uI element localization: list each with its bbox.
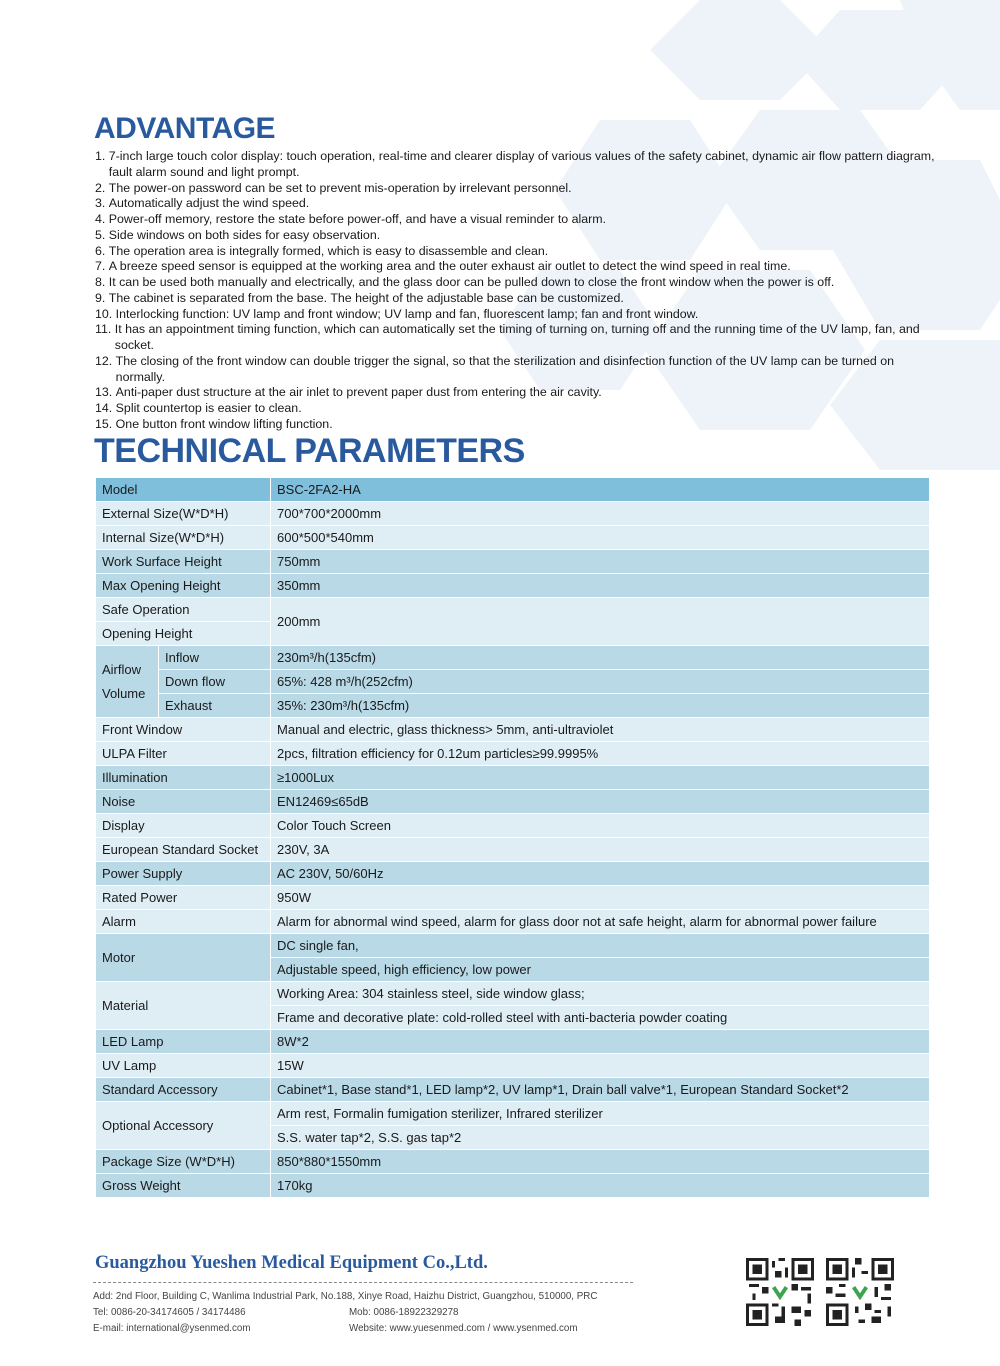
param-label: UV Lamp [96,1054,271,1078]
param-label: European Standard Socket [96,838,271,862]
list-item [95,228,935,244]
param-value: 15W [271,1054,930,1078]
param-label: Volume [102,685,146,701]
table-row [96,910,930,934]
list-item-text: Side windows on both sides for easy observation. [108,227,381,242]
list-item [95,212,935,228]
table-row [96,1030,930,1054]
param-value: S.S. water tap*2, S.S. gas tap*2 [271,1126,930,1150]
param-value: 700*700*2000mm [271,502,930,526]
table-row [96,766,930,790]
technical-parameters-table [95,477,930,1198]
param-label: Material [96,982,271,1030]
param-value: 950W [271,886,930,910]
param-label: LED Lamp [96,1030,271,1054]
param-value: Frame and decorative plate: cold-rolled steel with anti-bacteria powder coating [271,1006,930,1030]
footer-divider [93,1282,633,1283]
list-item-number: 13. [95,385,116,400]
param-value: ≥1000Lux [271,766,930,790]
technical-parameters-heading: TECHNICAL PARAMETERS [94,432,525,470]
list-item-number: 4. [95,212,109,226]
param-value: Manual and electric, glass thickness> 5mm, anti-ultraviolet [271,718,930,742]
list-item [95,307,935,323]
qr-code-icon [826,1258,894,1326]
table-row [96,502,930,526]
param-value: 200mm [271,598,930,646]
param-value: BSC-2FA2-HA [271,478,930,502]
table-row [96,1174,930,1198]
param-label: Internal Size(W*D*H) [96,526,271,550]
list-item [95,244,935,260]
param-value: Adjustable speed, high efficiency, low power [271,958,930,982]
list-item-number: 8. [95,275,109,289]
list-item [95,322,935,354]
list-item-text: The operation area is integrally formed, which is easy to disassemble and clean. [108,243,549,258]
param-label: Gross Weight [96,1174,271,1198]
table-row [96,526,930,550]
list-item-number: 14. [95,401,116,415]
param-label: Power Supply [96,862,271,886]
advantage-list [95,149,935,433]
table-row [96,838,930,862]
company-website: Website: www.yuesenmed.com / www.ysenmed.com [349,1323,578,1334]
table-row [96,646,930,670]
param-label: Airflow [102,661,142,677]
list-item [95,354,935,386]
param-label: External Size(W*D*H) [96,502,271,526]
param-value: Arm rest, Formalin fumigation sterilizer, Infrared sterilizer [271,1102,930,1126]
table-row [96,478,930,502]
param-value: Working Area: 304 stainless steel, side window glass; [271,982,930,1006]
list-item-text: It has an appointment timing function, which can automatically set the timing of turning on, turning off and the running time of the UV lamp, fan, and socket. [114,322,920,352]
table-row [96,934,930,958]
param-label: Safe Operation [96,598,271,622]
list-item-text: Power-off memory, restore the state before power-off, and have a visual reminder to alarm. [108,212,607,226]
list-item-number: 12. [95,353,116,368]
param-sublabel: Inflow [159,646,271,670]
param-sublabel: Exhaust [159,694,271,718]
param-label-airflow [96,646,159,718]
param-value: Color Touch Screen [271,814,930,838]
param-label: Standard Accessory [96,1078,271,1102]
param-label: Work Surface Height [96,550,271,574]
param-value: 35%: 230m³/h(135cfm) [271,694,930,718]
param-label: Illumination [96,766,271,790]
list-item-text: It can be used both manually and electrically, and the glass door can be pulled down to close the front window when the power is off. [108,275,835,289]
param-sublabel: Down flow [159,670,271,694]
param-value: 65%: 428 m³/h(252cfm) [271,670,930,694]
list-item-text: The cabinet is separated from the base. The height of the adjustable base can be customized. [108,290,624,305]
param-label: Motor [96,934,271,982]
table-row [96,1150,930,1174]
list-item [95,385,935,401]
param-label: ULPA Filter [96,742,271,766]
list-item [95,196,935,212]
table-row [96,1054,930,1078]
param-value: EN12469≤65dB [271,790,930,814]
table-row [96,862,930,886]
list-item-text: Anti-paper dust structure at the air inlet to prevent paper dust from entering the air cavity. [115,385,602,400]
company-mob: Mob: 0086-18922329278 [349,1307,459,1318]
param-value: DC single fan, [271,934,930,958]
advantage-heading: ADVANTAGE [94,112,276,145]
list-item-number: 1. [95,149,109,163]
company-email: E-mail: international@ysenmed.com [93,1323,251,1334]
param-label: Optional Accessory [96,1102,271,1150]
param-value: 2pcs, filtration efficiency for 0.12um particles≥99.9995% [271,742,930,766]
table-row [96,598,930,622]
company-name: Guangzhou Yueshen Medical Equipment Co.,Ltd. [95,1253,488,1273]
list-item-number: 7. [95,259,109,274]
param-value: 350mm [271,574,930,598]
param-label: Package Size (W*D*H) [96,1150,271,1174]
list-item-number: 3. [95,196,109,211]
param-label: Display [96,814,271,838]
list-item [95,181,935,197]
list-item-text: The power-on password can be set to prevent mis-operation by irrelevant personnel. [108,180,572,195]
list-item-text: 7-inch large touch color display: touch operation, real-time and clearer display of various values of the safety cabinet, dynamic air flow pattern diagram, fault alarm sound and light prompt. [108,149,935,179]
list-item [95,417,935,433]
list-item-text: The closing of the front window can double trigger the signal, so that the sterilization and disinfection function of the UV lamp can be turned on normally. [115,353,894,384]
param-value: 750mm [271,550,930,574]
param-value: 600*500*540mm [271,526,930,550]
list-item-text: A breeze speed sensor is equipped at the working area and the outer exhaust air outlet to detect the wind speed in real time. [108,259,791,274]
list-item-number: 11. [95,322,115,337]
qr-code-icon [746,1258,814,1326]
param-label: Rated Power [96,886,271,910]
list-item-number: 9. [95,290,109,305]
table-row [96,550,930,574]
list-item [95,401,935,417]
list-item [95,149,935,181]
company-address: Add: 2nd Floor, Building C, Wanlima Industrial Park, No.188, Xinye Road, Haizhu District, Guangzhou, 510000, PRC [93,1291,598,1302]
table-row [96,1078,930,1102]
table-row [96,886,930,910]
table-row [96,790,930,814]
table-row [96,694,930,718]
list-item-number: 2. [95,180,109,195]
table-row [96,814,930,838]
list-item-text: One button front window lifting function. [115,416,333,431]
table-row [96,982,930,1006]
param-value: 850*880*1550mm [271,1150,930,1174]
list-item [95,259,935,275]
table-row [96,670,930,694]
list-item-number: 5. [95,227,109,242]
param-value: Cabinet*1, Base stand*1, LED lamp*2, UV lamp*1, Drain ball valve*1, European Standard Socket*2 [271,1078,930,1102]
param-label: Model [96,478,271,502]
list-item-number: 15. [95,416,116,431]
param-label: Noise [96,790,271,814]
param-label: Front Window [96,718,271,742]
table-row [96,1102,930,1126]
table-row [96,742,930,766]
list-item-number: 6. [95,243,109,258]
param-label: Opening Height [96,622,271,646]
list-item-text: Interlocking function: UV lamp and front window; UV lamp and fan, fluorescent lamp; fan and front window. [115,306,699,321]
list-item-number: 10. [95,306,116,321]
table-row [96,718,930,742]
table-row [96,574,930,598]
list-item-text: Automatically adjust the wind speed. [108,196,310,211]
list-item [95,291,935,307]
param-value: 8W*2 [271,1030,930,1054]
param-value: 170kg [271,1174,930,1198]
param-label: Alarm [96,910,271,934]
param-value: Alarm for abnormal wind speed, alarm for glass door not at safe height, alarm for abnormal power failure [271,910,930,934]
param-value: AC 230V, 50/60Hz [271,862,930,886]
param-value: 230m³/h(135cfm) [271,646,930,670]
param-value: 230V, 3A [271,838,930,862]
list-item [95,275,935,291]
param-label: Max Opening Height [96,574,271,598]
company-tel: Tel: 0086-20-34174605 / 34174486 [93,1307,246,1318]
list-item-text: Split countertop is easier to clean. [115,401,302,415]
